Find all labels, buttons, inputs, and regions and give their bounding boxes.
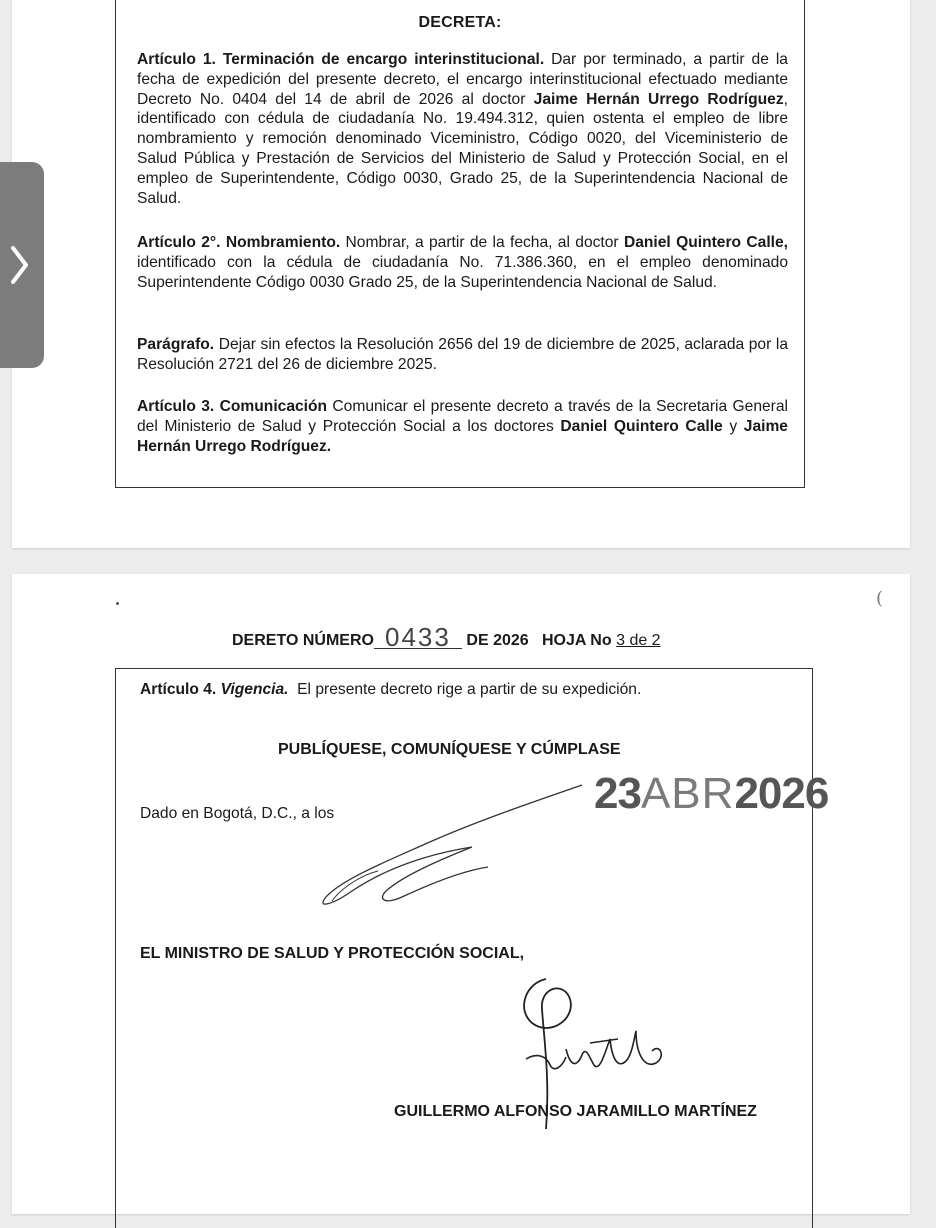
stamp-day: 23 bbox=[594, 769, 641, 818]
paragrafo bbox=[137, 335, 788, 375]
stamp-month: ABR bbox=[640, 769, 735, 818]
article-2-text-b: identificado con la cédula de ciudadanía No. 71.386.360, en el empleo denominado Superintendente Código 0030 Grado 25, de la Superintendencia Nacional de Salud. bbox=[137, 253, 788, 291]
decree-body-box bbox=[115, 0, 805, 488]
stamp-year: 2026 bbox=[734, 769, 829, 818]
header-hoja-label: HOJA No bbox=[542, 632, 612, 649]
article-1 bbox=[137, 50, 788, 208]
article-4-heading: Artículo 4. bbox=[140, 681, 217, 698]
article-2-text-a: Nombrar, a partir de la fecha, al doctor bbox=[340, 234, 624, 251]
scan-speck bbox=[116, 602, 119, 605]
signatory-name: GUILLERMO ALFONSO JARAMILLO MARTÍNEZ bbox=[394, 1103, 757, 1120]
date-stamp bbox=[594, 769, 828, 819]
article-2 bbox=[137, 233, 788, 292]
article-4-subheading: Vigencia. bbox=[220, 681, 289, 698]
dado-en-line: Dado en Bogotá, D.C., a los bbox=[140, 805, 335, 822]
article-1-name: Jaime Hernán Urrego Rodríguez bbox=[533, 90, 784, 108]
decree-body-box-2 bbox=[115, 668, 829, 1228]
header-label: DERETO NÚMERO bbox=[232, 632, 374, 649]
document-page-2 bbox=[12, 574, 910, 1214]
article-3-text-a: Comunicar el presente decreto a través de la Secretaria General del Ministerio de Salud y Protección Social a los doctores bbox=[137, 398, 788, 435]
article-3 bbox=[137, 397, 788, 456]
article-1-text-b: , identificado con cédula de ciudadanía No. 19.494.312, quien ostenta el empleo de libre nombramiento y remoción denominado Viceministro, Código 0020, del Viceministerio de Salud Pública y Prestación de Servicios del Ministerio de Salud y Protección Social, en el empleo de Superintendente, Código 0030, Grado 25, de la Superintendencia Nacional de Salud. bbox=[137, 90, 788, 207]
document-page-1 bbox=[12, 0, 910, 548]
paragrafo-heading: Parágrafo. bbox=[137, 336, 215, 353]
article-1-text-a: Dar por terminado, a partir de la fecha de expedición del presente decreto, el encargo interinstitucional efectuado mediante Decreto No. 0404 del 14 de abril de 2026 al doctor bbox=[137, 51, 788, 108]
article-3-name-2: Jaime Hernán Urrego Rodríguez. bbox=[137, 417, 788, 455]
article-1-heading: Artículo 1. Terminación de encargo interinstitucional. bbox=[137, 51, 545, 68]
hoja-value: 3 de 2 bbox=[616, 632, 661, 649]
article-4 bbox=[140, 681, 641, 699]
article-3-heading: Artículo 3. Comunicación bbox=[137, 398, 328, 415]
initials-signature-icon bbox=[312, 779, 602, 919]
paragrafo-text: Dejar sin efectos la Resolución 2656 del 19 de diciembre de 2025, aclarada por la Resolución 2721 del 26 de diciembre 2025. bbox=[137, 336, 788, 373]
corner-mark: ( bbox=[876, 588, 884, 609]
header-year: DE 2026 bbox=[466, 632, 529, 649]
decree-header bbox=[232, 622, 661, 652]
publiquese-line: PUBLÍQUESE, COMUNÍQUESE Y CÚMPLASE bbox=[278, 741, 621, 758]
chevron-right-icon[interactable] bbox=[8, 244, 32, 286]
decreta-heading: DECRETA: bbox=[418, 14, 502, 31]
minister-title: EL MINISTRO DE SALUD Y PROTECCIÓN SOCIAL, bbox=[140, 945, 525, 962]
article-3-text-b: y bbox=[722, 417, 744, 435]
next-page-tab[interactable] bbox=[0, 162, 44, 368]
article-4-text: El presente decreto rige a partir de su expedición. bbox=[297, 681, 642, 698]
article-2-name: Daniel Quintero Calle, bbox=[623, 234, 788, 251]
minister-signature-icon bbox=[506, 969, 696, 1159]
article-3-name-1: Daniel Quintero Calle bbox=[560, 417, 723, 435]
article-2-heading: Artículo 2°. Nombramiento. bbox=[137, 234, 341, 251]
decree-number: 0433 bbox=[374, 626, 462, 649]
